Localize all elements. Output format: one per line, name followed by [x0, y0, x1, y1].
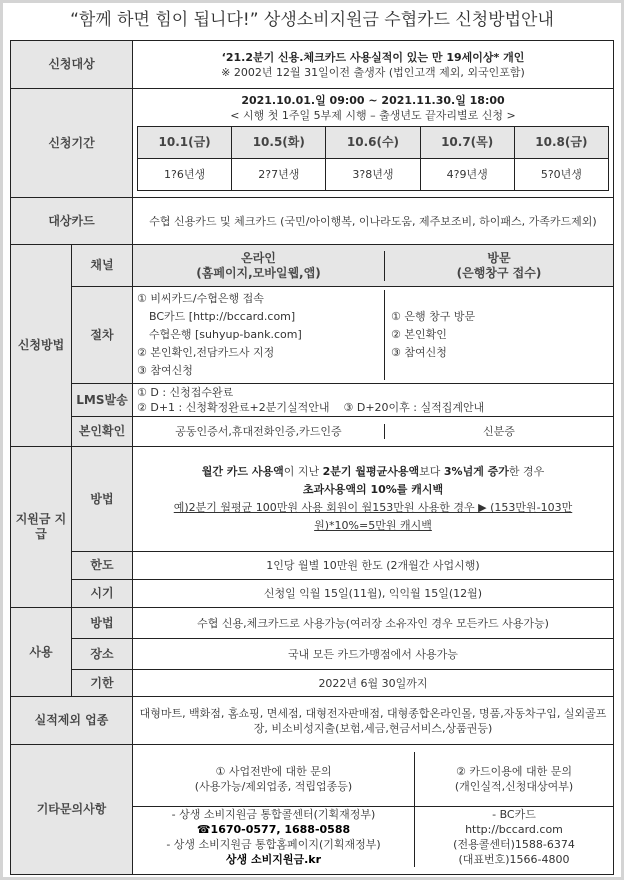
row-payment-method [11, 447, 614, 552]
row-usage-method [11, 608, 614, 639]
inquiry-card-header [415, 752, 614, 806]
card-company: - BC카드 [492, 807, 536, 821]
emph: 월간 카드 사용액 [201, 465, 284, 478]
inquiry-biz-contact [133, 806, 415, 867]
channel-online-title: 온라인 [241, 250, 276, 265]
channel-visit [385, 251, 614, 281]
procedure-online [133, 290, 385, 380]
procedure-step: ② 본인확인 [391, 328, 447, 341]
limit-content: 1인당 월별 10만원 한도 (2개월간 사업시행) [133, 552, 614, 580]
rotation-years: 1?6년생 [138, 159, 232, 191]
label-usage-method: 방법 [72, 608, 133, 639]
label-limit: 한도 [72, 552, 133, 580]
procedure-step: ③ 참여신청 [391, 346, 447, 359]
rotation-years: 5?0년생 [514, 159, 608, 191]
deadline-content: 2022년 6월 30일까지 [133, 670, 614, 697]
label-usage: 사용 [11, 608, 72, 697]
biz-homepage: - 상생 소비지원금 통합홈페이지(기획재정부) [166, 837, 381, 851]
procedure-step: ② 본인확인,전담카드사 지정 [137, 346, 275, 359]
lms-step: ③ D+20이후 : 실적집계안내 [343, 401, 485, 414]
label-inquiry: 기타문의사항 [11, 745, 133, 875]
payment-cashback: 초과사용액의 10%를 캐시백 [302, 483, 444, 496]
card-callcenter: (전용콜센터)1588-6374 [453, 837, 575, 851]
rotation-date: 10.1(금) [138, 127, 232, 159]
label-place: 장소 [72, 639, 133, 670]
period-content [133, 89, 614, 198]
excluded-content: 대형마트, 백화점, 홈쇼핑, 면세점, 대형전자판매점, 대형종합온라인몰, 명품,자동차구입, 실외골프장, 비소비성지출(보험,세금,현금서비스,상품권등) [133, 697, 614, 745]
label-target: 신청대상 [11, 41, 133, 89]
channel-visit-title: 방문 [487, 250, 511, 265]
target-content [133, 41, 614, 89]
period-line1: 2021.10.01.일 09:00 ~ 2021.11.30.일 18:00 [241, 94, 505, 107]
card-main-number: (대표번호)1566-4800 [458, 852, 570, 866]
label-apply: 신청방법 [11, 245, 72, 447]
row-excluded [11, 697, 614, 745]
inquiry-biz-title: ① 사업전반에 대한 문의 [215, 765, 332, 778]
text: 보다 [419, 465, 444, 478]
payment-method-content [133, 447, 614, 552]
identity-online: 공동인증서,휴대전화인증,카드인증 [133, 424, 385, 439]
guide-table [10, 40, 614, 875]
channel-online [133, 251, 385, 281]
procedure-step: ③ 참여신청 [137, 364, 193, 377]
target-line1: ‘21.2분기 신용.체크카드 사용실적이 있는 만 19세이상* 개인 [221, 50, 525, 64]
lms-step: ① D : 신청접수완료 [137, 386, 234, 399]
procedure-link-suhyup: 수협은행 [suhyup-bank.com] [149, 328, 302, 341]
inquiry-biz-header [133, 752, 415, 806]
label-payment: 지원금 지급 [11, 447, 72, 608]
channel-visit-sub: (은행창구 접수) [456, 265, 542, 280]
label-cards: 대상카드 [11, 198, 133, 245]
rotation-table [137, 126, 609, 191]
row-period [11, 89, 614, 198]
place-content: 국내 모든 카드가맹점에서 사용가능 [133, 639, 614, 670]
row-payment-timing [11, 580, 614, 608]
biz-phone: ☎1670-0577, 1688-0588 [196, 822, 351, 836]
label-channel: 채널 [72, 245, 133, 287]
rotation-date: 10.7(목) [420, 127, 514, 159]
row-target [11, 41, 614, 89]
inquiry-biz-sub: (사용가능/제외업종, 적립업종등) [194, 780, 353, 793]
channel-online-sub: (홈페이지,모바일웹,앱) [196, 265, 321, 280]
procedure-visit [385, 290, 614, 380]
inquiry-card-sub: (개인실적,신청대상여부) [454, 780, 574, 793]
usage-method-content: 수협 신용,체크카드로 사용가능(여러장 소유자인 경우 모든카드 사용가능) [133, 608, 614, 639]
label-lms: LMS발송 [72, 384, 133, 417]
lms-content [133, 384, 614, 417]
label-identity: 본인확인 [72, 417, 133, 447]
row-identity [11, 417, 614, 447]
payment-example: 예)2분기 월평균 100만원 사용 회원이 월153만원 사용한 경우 ▶ (153만원-103만원)*10%=5만원 캐시백 [173, 501, 573, 532]
inquiry-card-title: ② 카드이용에 대한 문의 [456, 765, 572, 778]
lms-step: ② D+1 : 신청확정완료+2분기실적안내 [137, 401, 330, 414]
card-url-link[interactable]: http://bccard.com [465, 822, 563, 836]
row-lms [11, 384, 614, 417]
text: 한 경우 [508, 465, 545, 478]
row-procedure [11, 287, 614, 384]
label-excluded: 실적제외 업종 [11, 697, 133, 745]
page-title: “함께 하면 힘이 됩니다!” 상생소비지원금 수협카드 신청방법안내 [70, 10, 554, 30]
rotation-years: 3?8년생 [326, 159, 420, 191]
rotation-years: 4?9년생 [420, 159, 514, 191]
row-channel [11, 245, 614, 287]
row-usage-place [11, 639, 614, 670]
procedure-step: ① 은행 창구 방문 [391, 310, 476, 323]
procedure-step: ① 비씨카드/수협은행 접속 [137, 292, 264, 305]
biz-callcenter: - 상생 소비지원금 통합콜센터(기획재정부) [171, 807, 376, 821]
rotation-date: 10.6(수) [326, 127, 420, 159]
label-period: 신청기간 [11, 89, 133, 198]
target-line2: ※ 2002년 12월 31일이전 출생자 (법인고객 제외, 외국인포함) [221, 65, 525, 79]
timing-content: 신청일 익월 15일(11월), 익익월 15일(12월) [133, 580, 614, 608]
row-cards [11, 198, 614, 245]
row-payment-limit [11, 552, 614, 580]
label-payment-method: 방법 [72, 447, 133, 552]
procedure-link-bccard: BC카드 [http://bccard.com] [149, 310, 296, 323]
row-usage-deadline [11, 670, 614, 697]
rotation-date: 10.5(화) [232, 127, 326, 159]
label-procedure: 절차 [72, 287, 133, 384]
row-inquiry [11, 745, 614, 875]
rotation-years: 2?7년생 [232, 159, 326, 191]
label-timing: 시기 [72, 580, 133, 608]
identity-visit: 신분증 [483, 425, 515, 438]
biz-site-link[interactable]: 상생 소비지원금.kr [225, 852, 322, 866]
cards-content: 수협 신용카드 및 체크카드 (국민/아이행복, 이나라도움, 제주보조비, 하이패스, 가족카드제외) [133, 198, 614, 245]
emph: 2분기 월평균사용액 [322, 465, 420, 478]
emph: 3%넘게 증가 [443, 465, 509, 478]
period-line2: < 시행 첫 1주일 5부제 시행 – 출생년도 끝자리별로 신청 > [230, 109, 516, 122]
inquiry-card-contact [415, 806, 614, 867]
label-deadline: 기한 [72, 670, 133, 697]
text: 이 지난 [283, 465, 323, 478]
rotation-date: 10.8(금) [514, 127, 608, 159]
